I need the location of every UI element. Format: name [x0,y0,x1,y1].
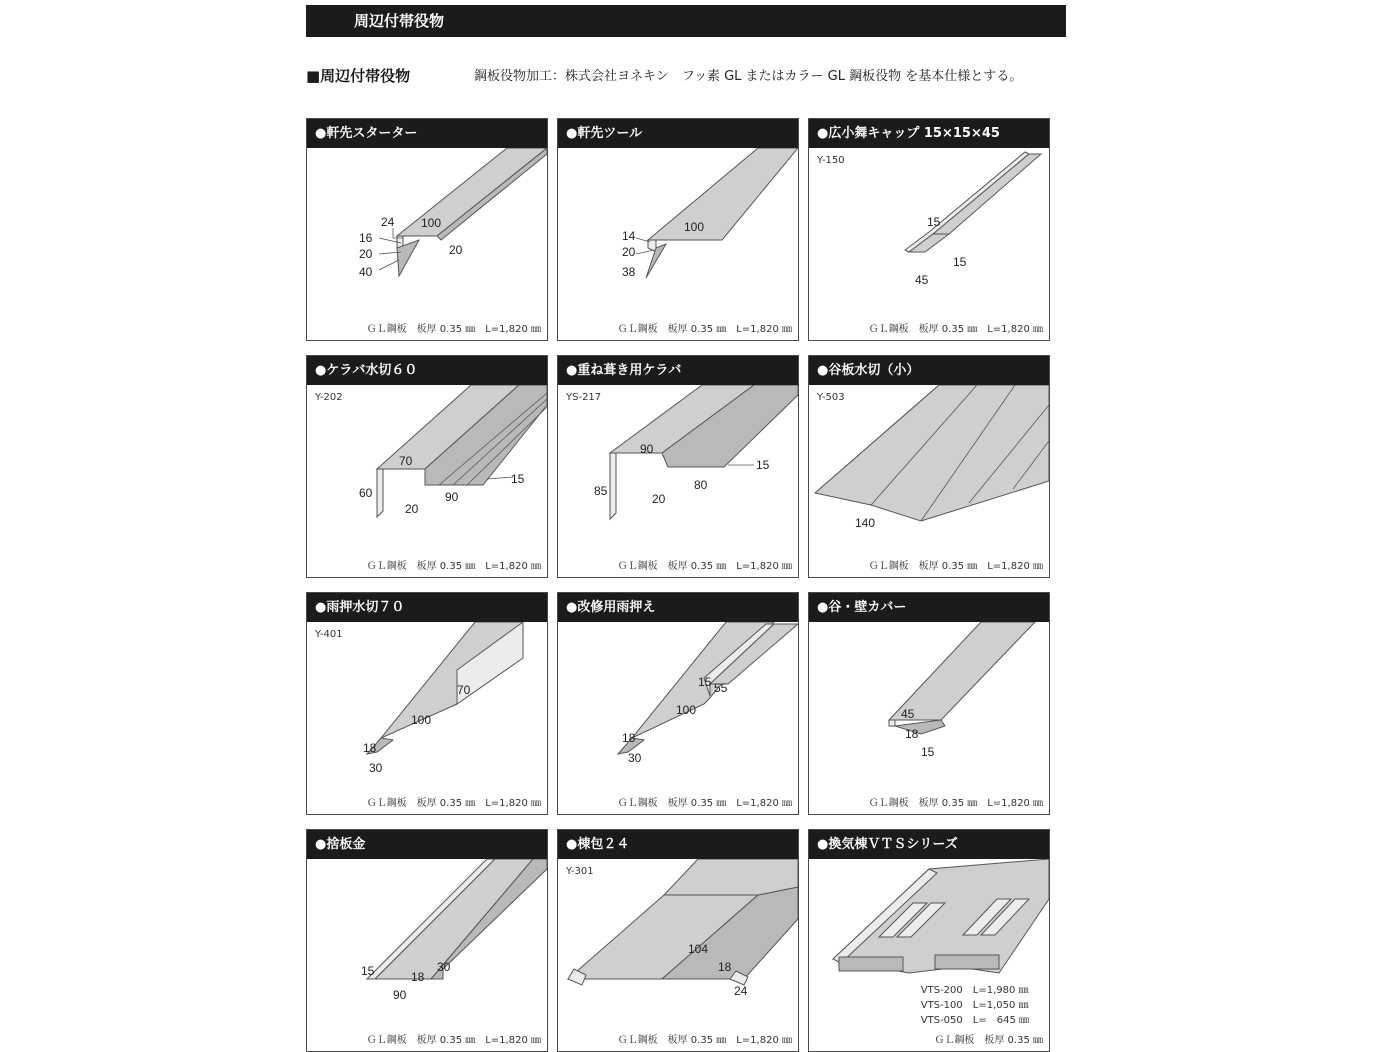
dimension-label: 70 [457,683,471,697]
vts-variant: VTS-100 L=1,050 ㎜ [920,1000,1029,1011]
dimension-label: 20 [622,245,636,259]
dimension-label: 55 [714,681,728,695]
product-card-overlay-verge [557,355,799,578]
page-title: 周辺付帯役物 [354,12,445,30]
product-code: Y-301 [566,866,594,877]
dimension-label: 80 [694,478,708,492]
dimension-label: 100 [684,220,705,234]
diagram-panel [933,154,1041,234]
dimension-label: 45 [901,707,915,721]
dimension-label: 104 [688,942,709,956]
dimension-label: 15 [698,675,712,689]
verge-flashing-diagram [307,385,547,555]
dimension-label: 14 [622,229,636,243]
dimension-label: 15 [921,745,935,759]
card-spec: ＧＬ鋼板 板厚 0.35 ㎜ L=1,820 ㎜ [366,798,541,809]
leader-line [379,260,399,270]
dimension-label: 85 [594,484,608,498]
fascia-cap-diagram [809,148,1049,318]
card-spec: ＧＬ鋼板 板厚 0.35 ㎜ L=1,820 ㎜ [868,561,1043,572]
diagram-vent-grille [839,957,903,971]
card-spec: ＧＬ鋼板 板厚 0.35 ㎜ L=1,820 ㎜ [868,324,1043,335]
dimension-label: 20 [449,243,463,257]
dimension-label: 18 [622,731,636,745]
diagram-panel [889,622,1035,720]
overlay-verge-diagram [558,385,798,555]
card-spec: ＧＬ鋼板 板厚 0.35 ㎜ L=1,820 ㎜ [617,1035,792,1046]
card-title: ●換気棟ＶＴＳシリーズ [809,830,1049,859]
card-title: ●雨押水切７０ [307,593,547,622]
card-title: ●広小舞キャップ 15×15×45 [809,119,1049,148]
card-spec: ＧＬ鋼板 板厚 0.35 ㎜ [934,1035,1043,1046]
card-title: ●軒先スターター [307,119,547,148]
section-description: 鋼板役物加工：株式会社ヨネキン フッ素 GL またはカラー GL 鋼板役物 を基本仕様とする。 [474,69,1023,84]
product-card-ridge-vent [808,829,1050,1052]
dimension-label: 18 [905,727,919,741]
diagram-side [610,453,616,519]
product-card-base-flashing [306,829,548,1052]
diagram-panel [648,148,798,240]
dimension-label: 100 [676,703,697,717]
dimension-label: 15 [953,255,967,269]
card-title: ●棟包２４ [558,830,798,859]
dimension-label: 60 [359,486,373,500]
dimension-label: 100 [411,713,432,727]
dimension-label: 20 [405,502,419,516]
dimension-label: 38 [622,265,636,279]
base-flashing-diagram [307,859,547,1029]
diagram-lip [895,720,945,734]
card-title: ●軒先ツール [558,119,798,148]
section-heading: ■周辺付帯役物 [306,67,411,85]
dimension-label: 70 [399,454,413,468]
valley-flashing-diagram [809,385,1049,555]
card-spec: ＧＬ鋼板 板厚 0.35 ㎜ L=1,820 ㎜ [366,561,541,572]
wall-flashing-diagram [307,622,547,792]
diagram-drip [646,244,666,278]
diagram-top [905,152,1029,252]
dimension-label: 24 [381,215,395,229]
diagram-side [377,469,383,517]
dimension-label: 140 [855,516,876,530]
dimension-label: 15 [927,215,941,229]
card-title: ●谷・壁カバー [809,593,1049,622]
dimension-label: 15 [361,964,375,978]
dimension-label: 30 [437,960,451,974]
product-code: Y-202 [315,392,343,403]
dimension-label: 45 [915,273,929,287]
page-header [306,5,1066,37]
valley-wall-cover-diagram [809,622,1049,792]
dimension-label: 90 [445,490,459,504]
vts-variant: VTS-200 L=1,980 ㎜ [920,985,1029,996]
dimension-label: 15 [511,472,525,486]
vts-variant-list [921,983,1029,1028]
product-card-ridge-cover [557,829,799,1052]
eaves-tool-diagram [558,148,798,318]
diagram-vent-grille [935,955,999,969]
product-code: Y-401 [315,629,343,640]
product-card-eaves-tool [557,118,799,341]
product-code: YS-217 [566,392,602,403]
card-title: ●捨板金 [307,830,547,859]
diagram-panel [375,859,533,979]
product-card-fascia-cap [808,118,1050,341]
ridge-cover-diagram [558,859,798,1029]
dimension-label: 18 [411,970,425,984]
dimension-label: 30 [628,751,642,765]
dimension-label: 15 [756,458,770,472]
card-spec: ＧＬ鋼板 板厚 0.35 ㎜ L=1,820 ㎜ [617,561,792,572]
eaves-starter-diagram [307,148,547,318]
dimension-label: 18 [718,960,732,974]
card-title: ●重ね葺き用ケラバ [558,356,798,385]
product-card-verge-flashing [306,355,548,578]
card-title: ●谷板水切（小） [809,356,1049,385]
leader-line [636,250,654,254]
vts-variant: VTS-050 L= 645 ㎜ [920,1015,1029,1026]
product-card-retrofit-flashing [557,592,799,815]
diagram-panel [397,148,547,236]
dimension-label: 16 [359,231,373,245]
diagram-ridge [664,859,798,895]
card-spec: ＧＬ鋼板 板厚 0.35 ㎜ L=1,820 ㎜ [617,798,792,809]
dimension-label: 18 [363,741,377,755]
dimension-label: 40 [359,265,373,279]
diagram-panel [815,385,1049,521]
dimension-label: 20 [359,247,373,261]
card-title: ●改修用雨押え [558,593,798,622]
dimension-label: 90 [640,442,654,456]
dimension-label: 20 [652,492,666,506]
product-card-wall-flashing [306,592,548,815]
retrofit-flashing-diagram [558,622,798,792]
product-card-valley-wall-cover [808,592,1050,815]
card-spec: ＧＬ鋼板 板厚 0.35 ㎜ L=1,820 ㎜ [617,324,792,335]
dimension-label: 24 [734,984,748,998]
card-title: ●ケラバ水切６０ [307,356,547,385]
product-grid [306,118,1050,1052]
product-code: Y-503 [817,392,845,403]
diagram-fold [889,720,895,726]
card-spec: ＧＬ鋼板 板厚 0.35 ㎜ L=1,820 ㎜ [366,1035,541,1046]
card-spec: ＧＬ鋼板 板厚 0.35 ㎜ L=1,820 ㎜ [868,798,1043,809]
dimension-label: 100 [421,216,442,230]
dimension-label: 30 [369,761,383,775]
leader-line [487,477,513,479]
product-code: Y-150 [817,155,845,166]
card-spec: ＧＬ鋼板 板厚 0.35 ㎜ L=1,820 ㎜ [366,324,541,335]
product-card-eaves-starter [306,118,548,341]
product-card-valley-flashing [808,355,1050,578]
dimension-label: 90 [393,988,407,1002]
